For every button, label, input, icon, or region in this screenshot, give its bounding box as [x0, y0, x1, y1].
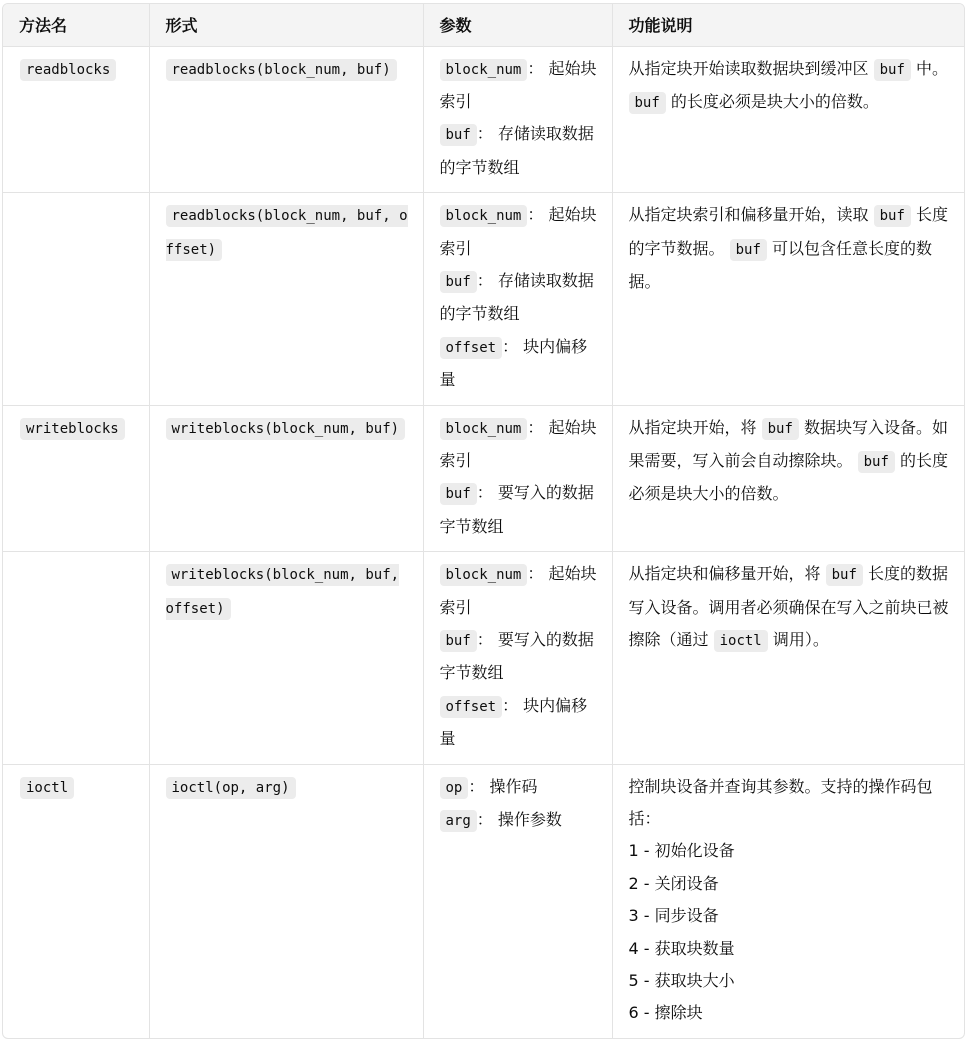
param-item	[440, 118, 598, 184]
param-name-code: block_num	[440, 418, 528, 440]
cell-description	[612, 764, 964, 1038]
cell-params	[423, 552, 612, 764]
param-item	[440, 331, 598, 397]
description-segment: 数据块写入设备。如果需要，写入前会自动擦除块。	[628, 417, 948, 470]
description-code: buf	[762, 418, 799, 440]
opcode-item: 1 - 初始化设备	[628, 841, 735, 861]
param-item	[440, 804, 598, 837]
table-body	[3, 46, 964, 1038]
description-segment: 从指定块索引和偏移量开始，读取	[628, 205, 874, 225]
description-segment: 的长度必须是块大小的倍数。	[665, 91, 879, 111]
opcode-item: 2 - 关闭设备	[628, 873, 719, 893]
param-item	[440, 477, 598, 543]
table-row	[3, 193, 964, 405]
header-name: 方法名	[3, 4, 149, 46]
description-segment: 调用）。	[767, 630, 829, 649]
description-segment: 控制块设备并查询其参数。支持的操作码包括：	[628, 776, 933, 829]
param-name-code: buf	[440, 271, 477, 293]
param-desc: ： 存储读取数据的字节数组	[439, 270, 594, 324]
cell-params	[423, 764, 612, 1038]
param-item	[440, 771, 598, 804]
cell-method-name	[3, 405, 149, 552]
signature-code: readblocks(block_num, buf, offset)	[166, 205, 408, 260]
method-name-code: ioctl	[20, 777, 74, 799]
param-name-code: buf	[440, 630, 477, 652]
api-table-container	[2, 3, 965, 1039]
param-name-code: offset	[440, 696, 503, 718]
description-segment: 可以包含任意长度的数据。	[628, 238, 932, 291]
method-name-code: readblocks	[20, 59, 116, 81]
description-text	[629, 564, 949, 649]
description-segment: 从指定块开始读取数据块到缓冲区	[628, 58, 874, 78]
header-desc: 功能说明	[612, 4, 964, 46]
param-name-code: block_num	[440, 59, 528, 81]
description-segment: 从指定块和偏移量开始，将	[628, 564, 826, 584]
description-segment: 长度的数据写入设备。调用者必须确保在写入之前块已被擦除（通过	[628, 564, 949, 649]
param-name-code: block_num	[440, 564, 528, 586]
param-desc: ： 要写入的数据字节数组	[439, 630, 594, 683]
description-code: buf	[874, 59, 911, 81]
table-row	[3, 552, 964, 764]
cell-signature	[149, 764, 423, 1038]
cell-method-name	[3, 764, 149, 1038]
description-code: buf	[874, 205, 911, 227]
param-name-code: offset	[440, 337, 503, 359]
param-desc: ： 要写入的数据字节数组	[439, 483, 594, 536]
cell-description	[612, 46, 964, 193]
param-item	[440, 412, 598, 478]
param-name-code: buf	[440, 483, 477, 505]
description-text	[629, 777, 933, 828]
description-text	[629, 59, 948, 111]
description-code: ioctl	[714, 630, 768, 652]
param-item	[440, 558, 598, 624]
param-desc: ： 存储读取数据的字节数组	[439, 124, 594, 177]
param-name-code: block_num	[440, 205, 528, 227]
param-item	[440, 53, 598, 119]
cell-description	[612, 405, 964, 552]
description-code: buf	[858, 451, 895, 473]
signature-code: writeblocks(block_num, buf, offset)	[166, 564, 400, 619]
api-table	[3, 4, 964, 1038]
description-segment: 长度的字节数据。	[628, 205, 948, 258]
param-desc: ： 块内偏移量	[439, 336, 588, 390]
header-params: 参数	[423, 4, 612, 46]
cell-params	[423, 46, 612, 193]
param-item	[440, 624, 598, 690]
param-name-code: op	[440, 777, 469, 799]
signature-code: writeblocks(block_num, buf)	[166, 418, 406, 440]
method-name-code: writeblocks	[20, 418, 125, 440]
param-desc: ： 操作码	[468, 776, 538, 796]
description-code: buf	[826, 564, 863, 586]
cell-description	[612, 552, 964, 764]
cell-params	[423, 405, 612, 552]
opcode-item: 3 - 同步设备	[628, 906, 719, 926]
cell-signature	[149, 46, 423, 193]
param-name-code: buf	[440, 124, 477, 146]
param-desc: ： 起始块索引	[439, 564, 597, 617]
cell-signature	[149, 405, 423, 552]
param-desc: ： 起始块索引	[439, 417, 597, 470]
param-item	[440, 265, 598, 331]
description-code: buf	[730, 239, 767, 261]
opcode-item: 5 - 获取块大小	[628, 971, 735, 991]
description-segment: 的长度必须是块大小的倍数。	[628, 450, 948, 504]
cell-description	[612, 193, 964, 405]
param-desc: ： 起始块索引	[439, 58, 597, 111]
cell-method-name	[3, 193, 149, 405]
param-desc: ： 起始块索引	[439, 205, 597, 258]
description-segment: 从指定块开始，将	[628, 417, 762, 437]
description-segment: 中。	[910, 58, 948, 78]
param-desc: ： 块内偏移量	[439, 695, 588, 749]
table-row	[3, 46, 964, 193]
header-form: 形式	[149, 4, 423, 46]
signature-code: readblocks(block_num, buf)	[166, 59, 397, 81]
description-text	[629, 418, 948, 504]
opcode-item: 4 - 获取块数量	[628, 938, 735, 958]
param-item	[440, 690, 598, 756]
param-item	[440, 199, 598, 265]
description-text	[629, 205, 948, 291]
cell-signature	[149, 193, 423, 405]
param-name-code: arg	[440, 810, 477, 832]
table-header-row	[3, 4, 964, 46]
cell-params	[423, 193, 612, 405]
cell-signature	[149, 552, 423, 764]
signature-code: ioctl(op, arg)	[166, 777, 296, 799]
opcode-item: 6 - 擦除块	[628, 1003, 703, 1023]
table-row	[3, 764, 964, 1038]
description-code: buf	[629, 92, 666, 114]
param-desc: ： 操作参数	[476, 810, 562, 830]
cell-method-name	[3, 46, 149, 193]
table-row	[3, 405, 964, 552]
cell-method-name	[3, 552, 149, 764]
